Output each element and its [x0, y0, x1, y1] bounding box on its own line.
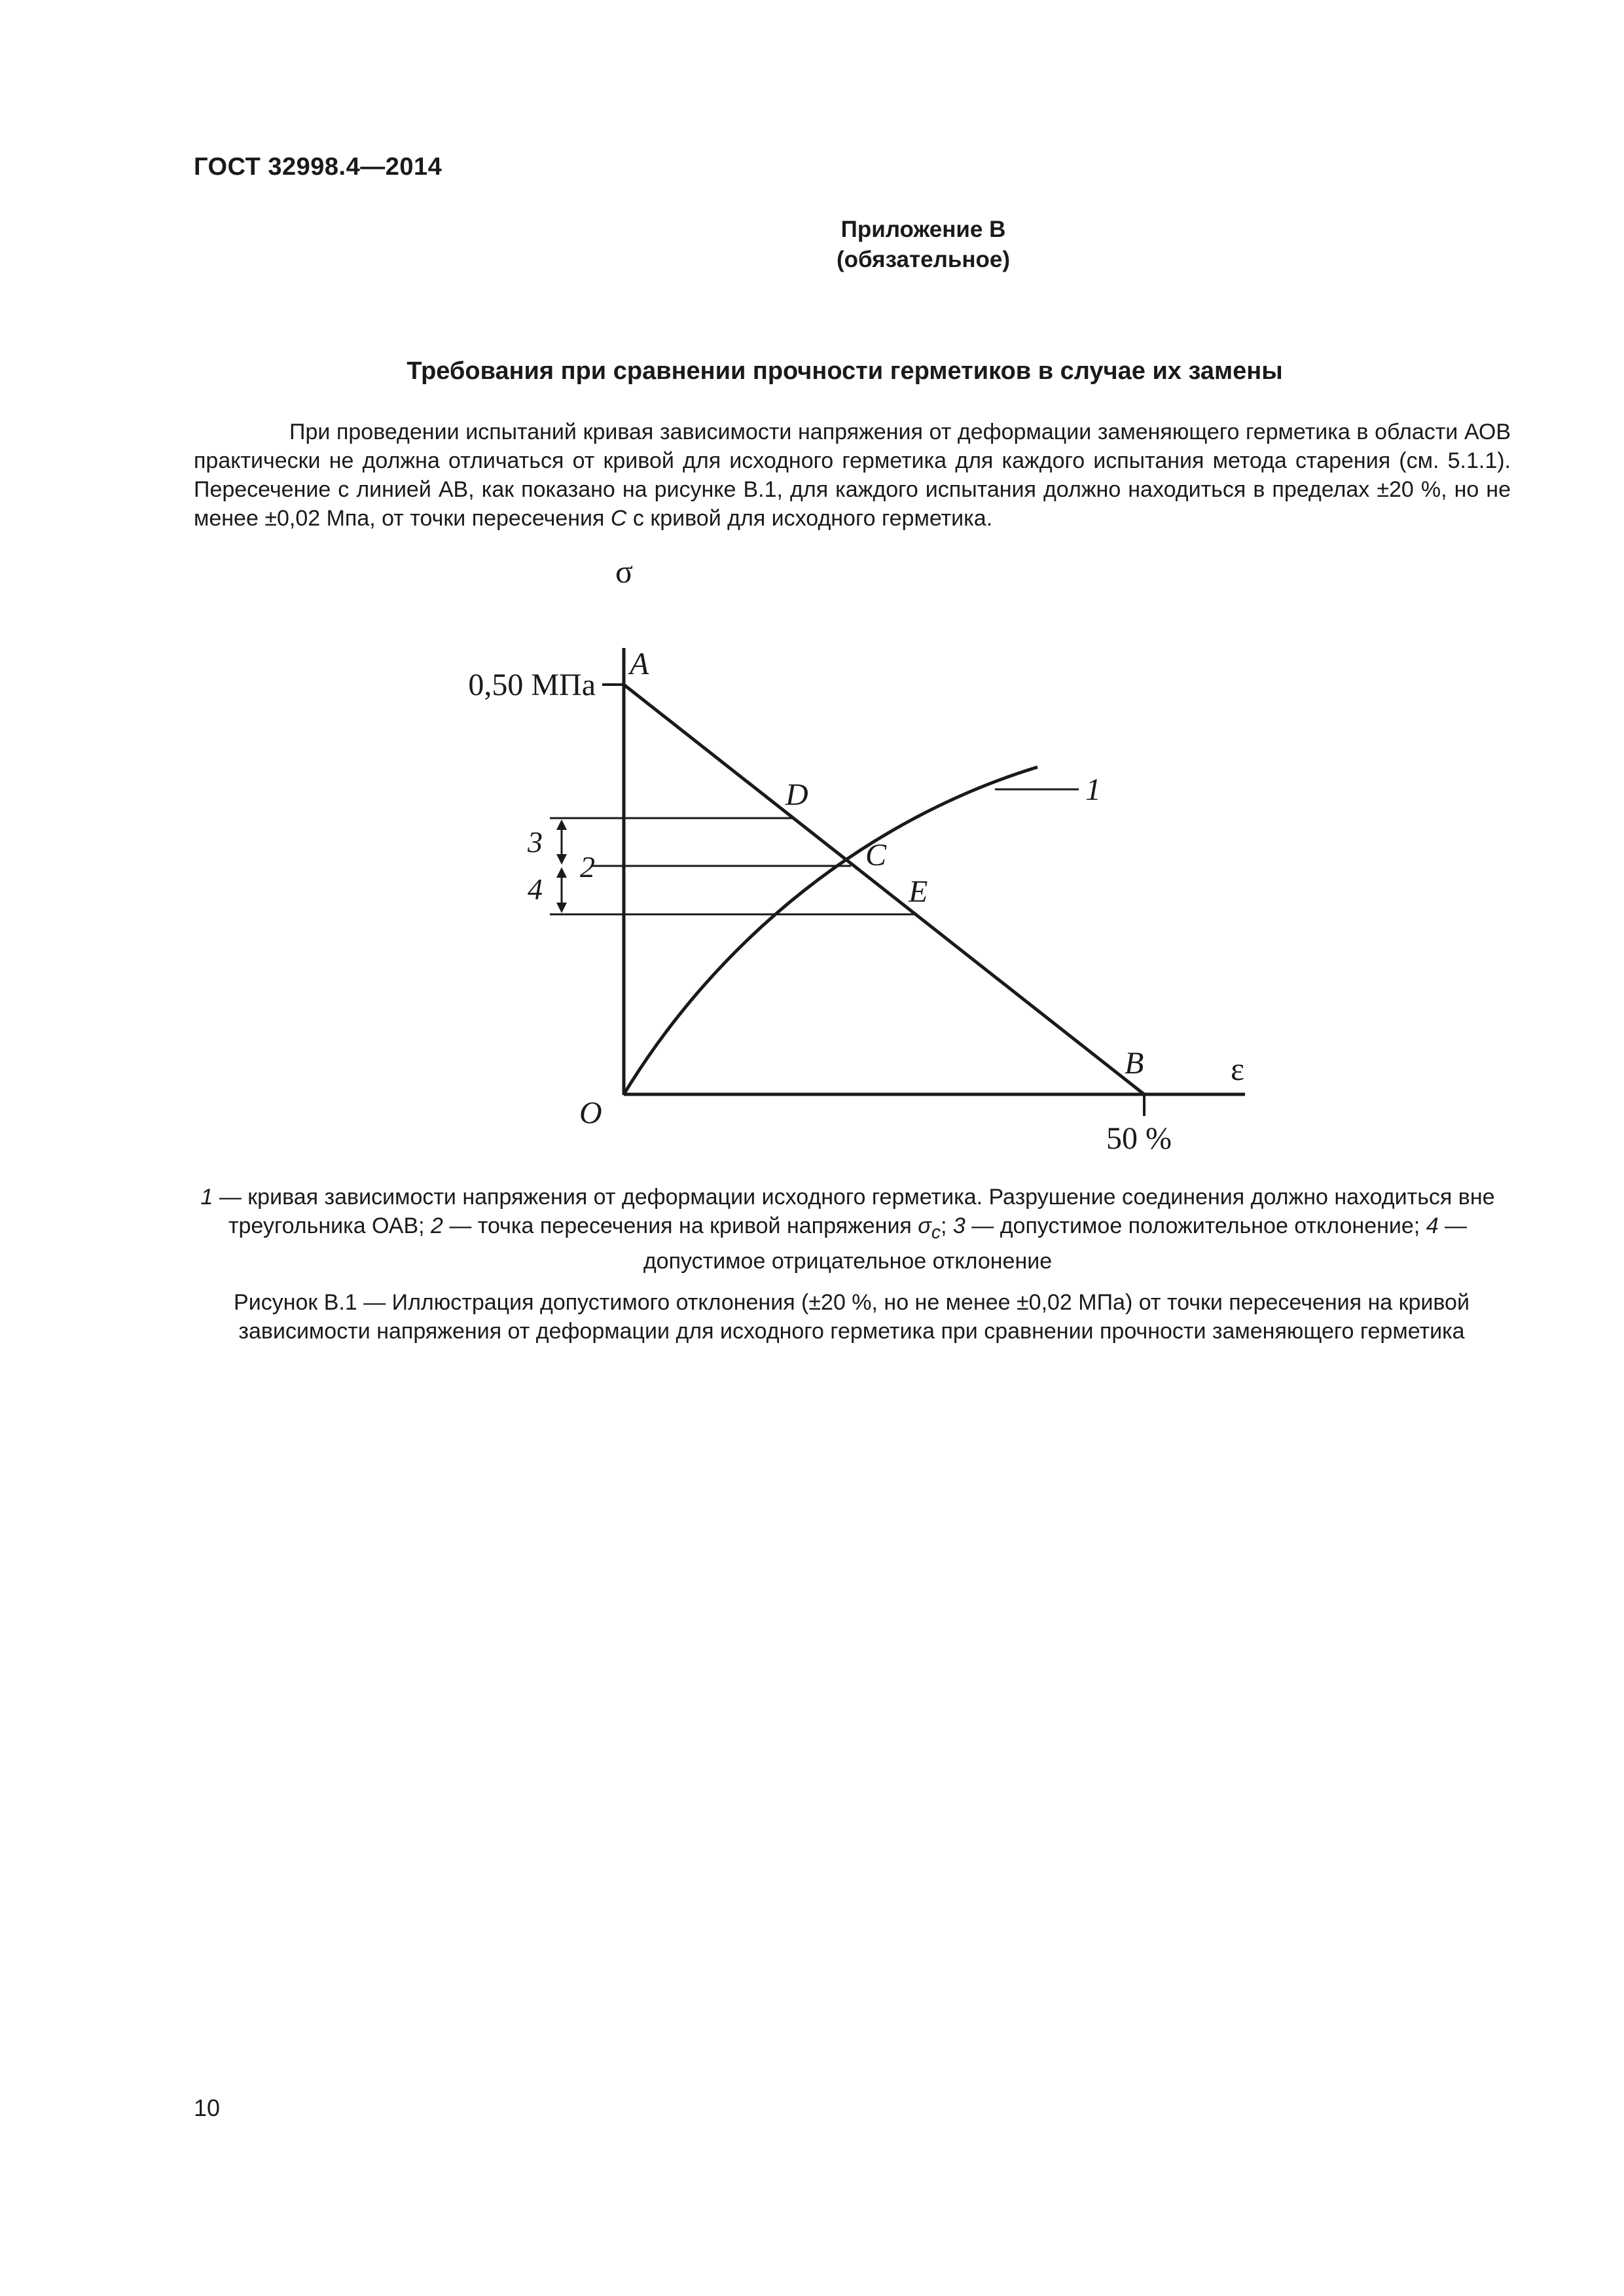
paragraph-text: При проведении испытаний кривая зависимости напряжения от деформации заменяющего герметика в области АОВ практически не должна отличаться от кривой для исходного герметика для каждого испытания метода старения (см. 5.1.1). Пересечение с линией АВ, как показано на рисунке В.1, для каждого испытания должно находиться в пределах ±20 %, но не менее ±0,02 Мпа, от точки пересечения: [194, 420, 1511, 531]
section-title: Требования при сравнении прочности герметиков в случае их замены: [406, 357, 1283, 385]
paragraph-text-end: с кривой для исходного герметика.: [626, 506, 993, 531]
point-c-label: C: [865, 838, 887, 872]
y-tick-label: 0,50 МПа: [468, 668, 596, 702]
legend-num-1: 1: [200, 1185, 213, 1210]
line-ab: [624, 685, 1144, 1094]
point-a-label: A: [630, 647, 649, 681]
appendix-status: (обязательное): [836, 247, 1010, 272]
appendix-title: Приложение В: [840, 217, 1006, 242]
curve-1-label: 1: [1085, 772, 1101, 807]
x-tick-label: 50 %: [1106, 1121, 1172, 1156]
legend-num-2: 2: [431, 1213, 443, 1238]
label-2: 2: [580, 850, 595, 884]
dim-4-arrow-bottom: [556, 903, 567, 913]
point-e-label: E: [909, 874, 928, 909]
x-axis-symbol: ε: [1231, 1050, 1244, 1087]
label-3: 3: [528, 825, 543, 859]
legend-sigma: σ: [918, 1213, 931, 1238]
dim-4-arrow-top: [556, 867, 567, 878]
page-number: 10: [194, 2094, 221, 2121]
legend-sigma-sub: c: [931, 1221, 941, 1243]
legend-text-1: — кривая зависимости напряжения от деформации исходного герметика. Разрушение соединения должно находиться вне треугольника ОАВ;: [213, 1185, 1495, 1238]
point-o-label: O: [579, 1096, 602, 1130]
label-4: 4: [528, 872, 543, 906]
point-d-label: D: [785, 778, 808, 812]
document-header: ГОСТ 32998.4—2014: [194, 153, 442, 181]
dim-3-arrow-top: [556, 819, 567, 830]
y-axis-symbol: σ: [615, 553, 633, 590]
legend-text-3: — допустимое положительное отклонение;: [965, 1213, 1426, 1238]
legend-text-2b: ;: [940, 1213, 953, 1238]
point-b-label: B: [1125, 1046, 1144, 1081]
paragraph-point: C: [610, 506, 627, 531]
dim-3-arrow-bottom: [556, 854, 567, 865]
figure-legend: [196, 1183, 1499, 1276]
legend-num-4: 4: [1426, 1213, 1439, 1238]
curve-1: [624, 767, 1038, 1094]
legend-num-3: 3: [952, 1213, 965, 1238]
legend-text-2: — точка пересечения на кривой напряжения: [442, 1213, 918, 1238]
figure-caption: Рисунок В.1 — Иллюстрация допустимого отклонения (±20 %, но не менее ±0,02 МПа) от точки пересечения на кривой зависимости напряжения от деформации для исходного герметика при сравнении прочности заменяющего герметика: [234, 1290, 1470, 1344]
legend-text-4: — допустимое отрицательное отклонение: [643, 1213, 1468, 1274]
